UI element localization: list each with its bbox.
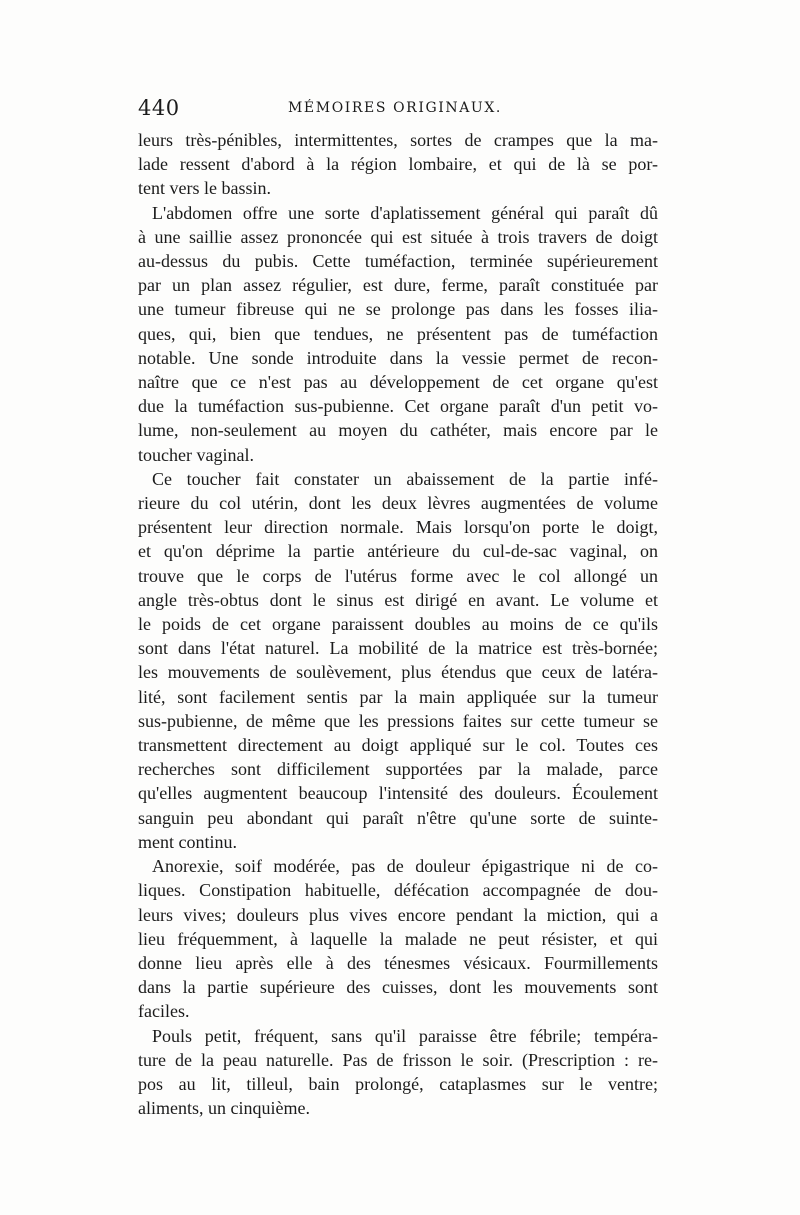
text-line: sont dans l'état naturel. La mobilité de la matrice est très-bornée;: [138, 638, 658, 659]
text-line: Ce toucher fait constater un abaissement de la partie infé-: [152, 468, 658, 489]
text-line: Pouls petit, fréquent, sans qu'il paraisse être fébrile; tempéra-: [152, 1025, 658, 1046]
text-line: due la tuméfaction sus-pubienne. Cet organe paraît d'un petit vo-: [138, 396, 658, 417]
body-text: [138, 128, 658, 1120]
text-line: à une saillie assez prononcée qui est située à trois travers de doigt: [138, 226, 658, 247]
text-line: le poids de cet organe paraissent doubles au moins de ce qu'ils: [138, 614, 658, 635]
text-line: recherches sont difficilement supportées par la malade, parce: [138, 759, 658, 780]
text-line: ture de la peau naturelle. Pas de frisson le soir. (Prescription : re-: [138, 1049, 658, 1070]
text-line: une tumeur fibreuse qui ne se prolonge pas dans les fosses ilia-: [138, 299, 658, 320]
text-line: faciles.: [138, 1001, 190, 1022]
text-line: dans la partie supérieure des cuisses, dont les mouvements sont: [138, 977, 658, 998]
text-line: Anorexie, soif modérée, pas de douleur épigastrique ni de co-: [152, 856, 658, 877]
text-line: sus-pubienne, de même que les pressions faites sur cette tumeur se: [138, 710, 658, 731]
text-line: leurs très-pénibles, intermittentes, sortes de crampes que la ma-: [138, 130, 658, 150]
text-line: rieure du col utérin, dont les deux lèvres augmentées de volume: [138, 493, 658, 514]
text-line: liques. Constipation habituelle, défécation accompagnée de dou-: [138, 880, 658, 901]
text-line: qu'elles augmentent beaucoup l'intensité des douleurs. Écoulement: [138, 783, 658, 804]
text-line: L'abdomen offre une sorte d'aplatissement général qui paraît dû: [152, 202, 658, 223]
page-header: [138, 96, 658, 126]
text-line: angle très-obtus dont le sinus est dirigé en avant. Le volume et: [138, 589, 658, 610]
text-line: les mouvements de soulèvement, plus étendus que ceux de latéra-: [138, 662, 658, 683]
text-line: et qu'on déprime la partie antérieure du cul-de-sac vaginal, on: [138, 541, 658, 562]
page-number: 440: [138, 96, 180, 120]
text-line: notable. Une sonde introduite dans la vessie permet de recon-: [138, 347, 658, 368]
text-line: pos au lit, tilleul, bain prolongé, cataplasmes sur le ventre;: [138, 1073, 658, 1094]
text-line: naître que ce n'est pas au développement de cet organe qu'est: [138, 372, 658, 393]
text-line: ment continu.: [138, 831, 237, 852]
text-line: tent vers le bassin.: [138, 178, 271, 199]
text-line: ques, qui, bien que tendues, ne présentent pas de tuméfaction: [138, 323, 658, 344]
text-line: lume, non-seulement au moyen du cathéter, mais encore par le: [138, 420, 658, 441]
text-line: aliments, un cinquième.: [138, 1098, 310, 1119]
text-line: transmettent directement au doigt appliqué sur le col. Toutes ces: [138, 735, 658, 756]
text-line: donne lieu après elle à des ténesmes vésicaux. Fourmillements: [138, 952, 658, 973]
text-line: toucher vaginal.: [138, 444, 254, 465]
text-line: présentent leur direction normale. Mais lorsqu'on porte le doigt,: [138, 517, 658, 538]
text-line: lieu fréquemment, à laquelle la malade ne peut résister, et qui: [138, 928, 658, 949]
text-line: trouve que le corps de l'utérus forme avec le col allongé un: [138, 565, 658, 586]
text-line: au-dessus du pubis. Cette tuméfaction, terminée supérieurement: [138, 251, 658, 272]
text-line: par un plan assez régulier, est dure, ferme, paraît constituée par: [138, 275, 658, 296]
text-line: leurs vives; douleurs plus vives encore pendant la miction, qui a: [138, 904, 658, 925]
running-title: MÉMOIRES ORIGINAUX.: [288, 100, 502, 116]
text-line: lité, sont facilement sentis par la main appliquée sur la tumeur: [138, 686, 658, 707]
text-line: lade ressent d'abord à la région lombaire, et qui de là se por-: [138, 154, 658, 175]
text-line: sanguin peu abondant qui paraît n'être qu'une sorte de suinte-: [138, 807, 658, 828]
